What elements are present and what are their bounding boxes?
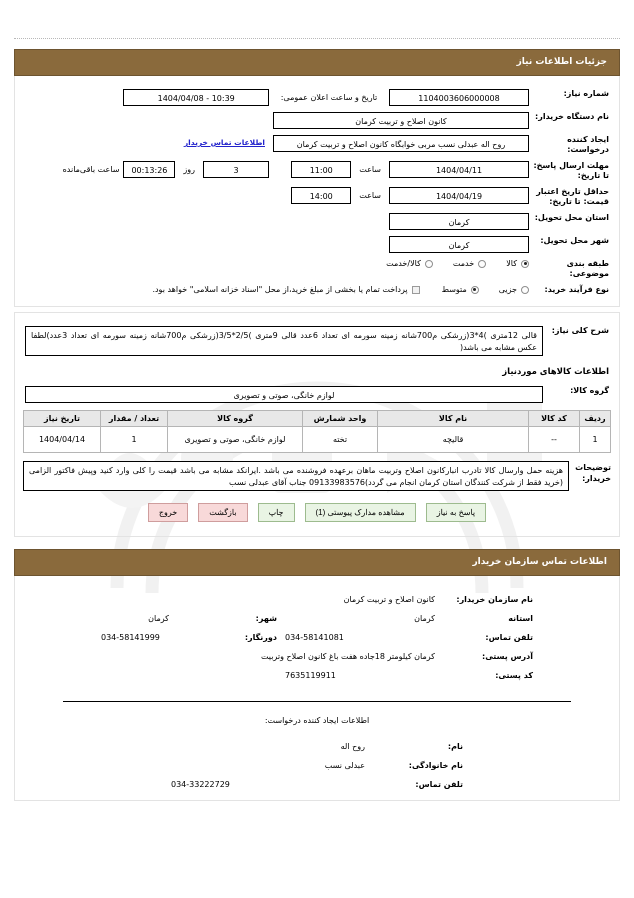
buyer-notes-value: هزینه حمل وارسال کالا تادرب انبارکانون اصلاح وتربیت ماهان برعهده فروشنده می باشد .ایرانکد مشابه می باشد قیمت را کلی وارد کنید وپیش فاکتور الزامی (خرید فقط از شرکت کنندگان استان کرمان انجام می گردد)09133983576 جناب آقای عبدلی نسب <box>23 461 569 491</box>
need-details-form <box>23 86 611 298</box>
creator-contact-table <box>167 737 467 794</box>
delivery-province-label: استان محل تحویل: <box>534 213 609 222</box>
row-creator <box>23 132 611 158</box>
address-value: کرمان کیلومتر 18جاده هفت باغ کانون اصلاح وتربیت <box>260 652 435 661</box>
respond-to-need-button[interactable]: پاسخ به نیاز <box>426 503 486 522</box>
radio-purchase-motevaset[interactable] <box>471 286 479 294</box>
section-header-buyer-contact <box>14 549 620 576</box>
col-kala-name: نام کالا <box>378 411 529 427</box>
contact-divider <box>63 701 571 702</box>
public-announce-value: 1404/04/08 - 10:39 <box>123 89 269 106</box>
col-unit: واحد شمارش <box>303 411 378 427</box>
summary-value: قالی 12متری )4*3(زرشکی م700شانه زمینه سورمه ای تعداد 6عدد قالی 9متری )2/5*3/5(زرشکی م700شانه زمینه سورمه ای تعداد 3عدد)لطفا عکس مشابه می باشد( <box>25 326 543 356</box>
price-validity-date: 1404/04/19 <box>389 187 529 204</box>
row-address <box>97 647 537 666</box>
radio-purchase-jozei[interactable] <box>521 286 529 294</box>
section-header-need-details <box>14 49 620 76</box>
cell-quantity: 1 <box>101 427 168 453</box>
first-name-label: نام: <box>447 742 463 751</box>
back-button[interactable]: بازگشت <box>198 503 247 522</box>
goods-table <box>23 410 611 453</box>
creator-contact-title: اطلاعات ایجاد کننده درخواست: <box>264 716 370 725</box>
creator-phone-value: 034-33222729 <box>171 780 230 789</box>
creator-label: ایجاد کننده درخواست: <box>567 135 609 154</box>
row-delivery-city <box>23 233 611 256</box>
radio-subject-kala-khedmat-label: کالا/خدمت <box>386 259 421 268</box>
row-response-deadline <box>23 158 611 184</box>
phone-value: 034-58141081 <box>285 633 344 642</box>
row-subject-class <box>23 256 611 282</box>
need-details-panel <box>14 76 620 307</box>
summary-form <box>23 323 611 359</box>
top-divider <box>14 38 620 39</box>
row-first-name <box>167 737 467 756</box>
phone-label: تلفن تماس: <box>485 633 533 642</box>
view-attachments-button[interactable]: مشاهده مدارک پیوستی (1) <box>305 503 416 522</box>
cell-kala-name: قالیچه <box>378 427 529 453</box>
need-number-label: شماره نیاز: <box>563 89 609 98</box>
col-quantity: تعداد / مقدار <box>101 411 168 427</box>
address-label: آدرس پستی: <box>482 652 533 661</box>
remaining-time-label: ساعت باقی‌مانده <box>62 165 120 174</box>
response-deadline-date: 1404/04/11 <box>389 161 529 178</box>
creator-value: روح اله عبدلی نسب مربی خوابگاه کانون اصلاح و تربیت کرمان <box>273 135 529 152</box>
goods-group-form <box>23 383 611 406</box>
row-creator-phone <box>167 775 467 794</box>
col-group: گروه کالا <box>168 411 303 427</box>
fax-value: 034-58141999 <box>101 633 160 642</box>
buyer-notes-label: توضیحات خریدار: <box>575 463 611 483</box>
delivery-city-value: کرمان <box>389 236 529 253</box>
summary-label: شرح کلی نیاز: <box>551 326 609 335</box>
radio-subject-khedmat[interactable] <box>478 260 486 268</box>
buyer-org-label: نام دستگاه خریدار: <box>535 112 609 121</box>
row-buyer-org <box>23 109 611 132</box>
row-last-name <box>167 756 467 775</box>
response-deadline-label: مهلت ارسال پاسخ: تا تاریخ: <box>533 161 609 180</box>
row-org-name <box>97 590 537 609</box>
response-hour-label: ساعت <box>359 165 381 174</box>
last-name-value: عبدلی نسب <box>324 761 365 770</box>
fax-label: دورنگار: <box>244 633 277 642</box>
row-province-city <box>97 609 537 628</box>
col-need-date: تاریخ نیاز <box>24 411 101 427</box>
postal-code-label: کد پستی: <box>495 671 533 680</box>
goods-group-label: گروه کالا: <box>570 386 609 395</box>
radio-purchase-motevaset-label: متوسط <box>441 285 467 294</box>
section-header-need-details-label: جزئیات اطلاعات نیاز <box>516 57 607 67</box>
first-name-value: روح اله <box>340 742 365 751</box>
price-validity-label: حداقل تاریخ اعتبار قیمت: تا تاریخ: <box>536 187 609 206</box>
radio-subject-kala[interactable] <box>521 260 529 268</box>
page-root <box>0 38 634 898</box>
row-price-validity <box>23 184 611 210</box>
buyer-contact-link[interactable]: اطلاعات تماس خریدار <box>183 138 265 147</box>
treasury-bonds-label: پرداخت تمام یا بخشی از مبلغ خرید،از محل "اسناد خزانه اسلامی" خواهد بود. <box>152 285 408 294</box>
response-deadline-time: 11:00 <box>291 161 351 178</box>
row-summary <box>23 323 611 359</box>
radio-subject-khedmat-label: خدمت <box>452 259 475 268</box>
goods-panel <box>14 312 620 537</box>
radio-subject-kala-khedmat[interactable] <box>425 260 433 268</box>
price-validity-time: 14:00 <box>291 187 351 204</box>
row-delivery-province <box>23 210 611 233</box>
need-number-value: 1104003606000008 <box>389 89 529 106</box>
province-label: استانه <box>508 614 533 623</box>
treasury-bonds-checkbox[interactable] <box>412 286 420 294</box>
delivery-province-value: کرمان <box>389 213 529 230</box>
cell-need-date: 1404/04/14 <box>24 427 101 453</box>
col-kala-code: کد کالا <box>529 411 580 427</box>
goods-info-title: اطلاعات کالاهای موردنیاز <box>502 367 609 377</box>
radio-purchase-jozei-label: جزیی <box>498 285 517 294</box>
section-header-buyer-contact-label: اطلاعات تماس سازمان خریدار <box>472 557 607 567</box>
cell-kala-code: -- <box>529 427 580 453</box>
creator-phone-label: تلفن تماس: <box>415 780 463 789</box>
subject-class-radio-group <box>25 259 529 268</box>
remaining-days-label: روز <box>183 165 195 174</box>
delivery-city-label: شهر محل تحویل: <box>540 236 609 245</box>
purchase-type-label: نوع فرآیند خرید: <box>544 285 609 294</box>
cell-radif: 1 <box>580 427 611 453</box>
city-value: کرمان <box>148 614 169 623</box>
province-value: کرمان <box>414 614 435 623</box>
org-name-value: کانون اصلاح و تربیت کرمان <box>343 595 435 604</box>
last-name-label: نام خانوادگی: <box>408 761 463 770</box>
row-phone-fax <box>97 628 537 647</box>
exit-button[interactable]: خروج <box>148 503 188 522</box>
action-button-row <box>23 503 611 522</box>
buyer-contact-table <box>97 590 537 685</box>
postal-code-value: 7635119911 <box>285 671 336 680</box>
remaining-time-value: 00:13:26 <box>123 161 175 178</box>
row-postal-code <box>97 666 537 685</box>
radio-subject-kala-label: کالا <box>506 259 517 268</box>
buyer-contact-panel <box>14 576 620 801</box>
buyer-notes <box>23 461 611 491</box>
goods-table-header-row <box>24 411 611 427</box>
print-button[interactable]: چاپ <box>258 503 295 522</box>
public-announce-label: تاریخ و ساعت اعلان عمومی: <box>280 93 378 102</box>
city-label: شهر: <box>255 614 277 623</box>
table-row <box>24 427 611 453</box>
goods-group-value: لوازم خانگی، صوتی و تصویری <box>25 386 543 403</box>
remaining-days-value: 3 <box>203 161 269 178</box>
row-goods-group <box>23 383 611 406</box>
price-validity-hour-label: ساعت <box>359 191 381 200</box>
org-name-label: نام سازمان خریدار: <box>456 595 533 604</box>
subject-class-label: طبقه بندی موضوعی: <box>566 259 609 278</box>
cell-unit: تخته <box>303 427 378 453</box>
cell-group: لوازم خانگی، صوتی و تصویری <box>168 427 303 453</box>
row-need-number <box>23 86 611 109</box>
row-purchase-type <box>23 282 611 298</box>
purchase-type-radio-group <box>25 285 529 294</box>
col-radif: ردیف <box>580 411 611 427</box>
buyer-org-value: کانون اصلاح و تربیت کرمان <box>273 112 529 129</box>
